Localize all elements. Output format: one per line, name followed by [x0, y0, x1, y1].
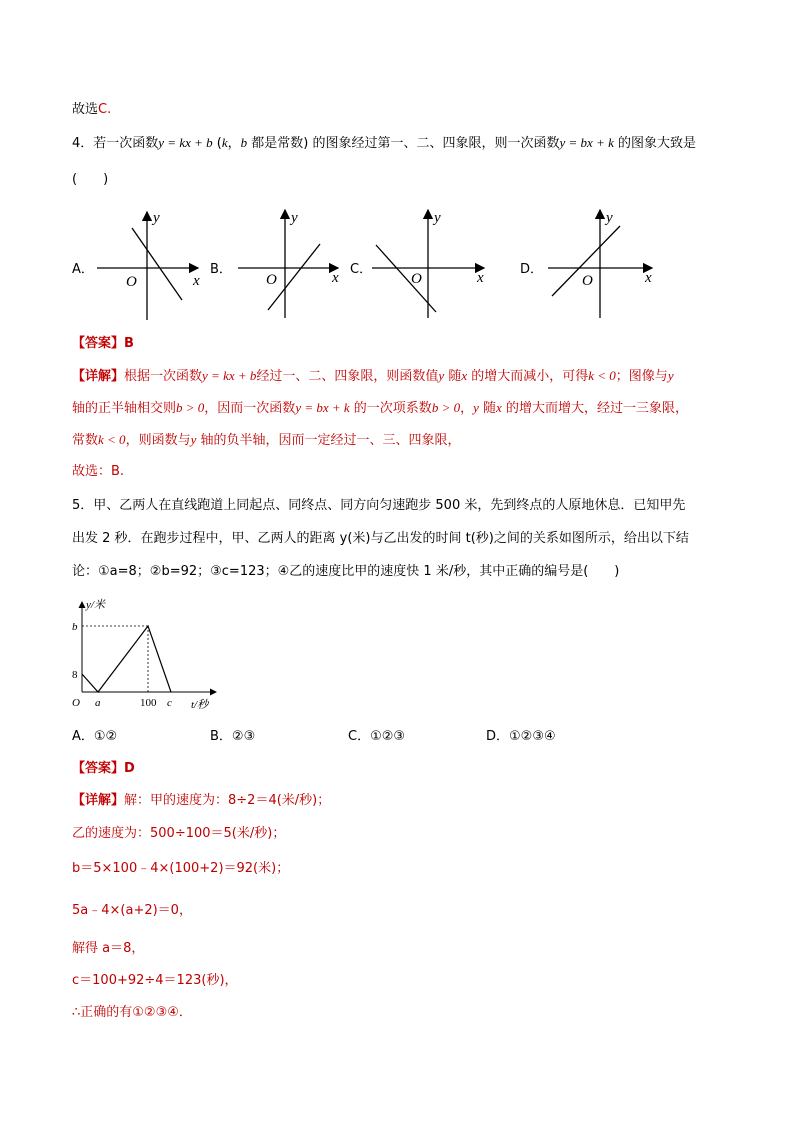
graph-c-x-label: x: [477, 270, 484, 286]
q5-graph-tick-c: c: [167, 697, 172, 709]
graph-d-x-label: x: [645, 270, 652, 286]
q4-option-d-label: D．: [520, 262, 544, 277]
q5-option-a: A．①②: [72, 729, 118, 744]
q5-detail-line-7: ∴正确的有①②③④．: [72, 1005, 192, 1020]
q3-conclusion: 故选C.: [72, 102, 112, 117]
graph-d: [548, 210, 652, 318]
q4-stem: 4．若一次函数y = kx + b (k，b 都是常数) 的图象经过第一、二、四象限，则一次函数y = bx + k 的图象大致是: [72, 135, 696, 151]
q4-detail-line-3: 常数k < 0，则函数与y 轴的负半轴，因而一定经过一、三、四象限，: [72, 432, 461, 448]
q5-detail-line-6: c＝100+92÷4＝123(秒)，: [72, 973, 238, 988]
q5-stem-line-2: 出发 2 秒．在跑步过程中，甲、乙两人的距离 y(米)与乙出发的时间 t(秒)之间的关系如图所示，给出以下结: [72, 531, 689, 546]
q4-answer: 【答案】B: [72, 336, 134, 351]
q5-stem-line-3: 论：①a=8；②b=92；③c=123；④乙的速度比甲的速度快 1 米/秒，其中正确的编号是( ): [72, 564, 620, 579]
q4-option-c-label: C．: [350, 262, 373, 277]
q5-option-d: D．①②③④: [486, 729, 556, 744]
q5-detail-line-1: 【详解】解：甲的速度为：8÷2＝4(米/秒)；: [72, 793, 331, 808]
q5-graph-origin: O: [72, 697, 80, 709]
q5-graph-tick-100: 100: [140, 697, 157, 709]
q5-detail-line-4: 5a﹣4×(a+2)＝0，: [72, 903, 192, 918]
graph-c-y-label: y: [434, 210, 441, 226]
graph-b-y-label: y: [291, 210, 298, 226]
q5-graph-tick-b: b: [72, 621, 78, 633]
graph-b: [238, 210, 339, 318]
q5-graph-tick-a: a: [95, 697, 101, 709]
q4-option-b-label: B．: [210, 262, 232, 277]
q4-paren: ( ): [72, 172, 109, 187]
graph-b-origin: O: [266, 272, 277, 288]
distance-curve: [82, 626, 171, 692]
graph-d-y-label: y: [606, 210, 613, 226]
q5-graph: [66, 596, 226, 716]
q5-option-c: C．①②③: [348, 729, 406, 744]
graph-a-y-label: y: [153, 210, 160, 226]
q5-graph-y-label: y/米: [86, 599, 105, 611]
q5-option-b: B．②③: [210, 729, 256, 744]
q4-option-a-label: A．: [72, 262, 94, 277]
q4-conclusion: 故选：B.: [72, 464, 125, 479]
graph-a-line: [132, 228, 182, 300]
graph-c: [372, 210, 484, 318]
graph-d-origin: O: [582, 273, 593, 289]
graph-c-line: [376, 245, 436, 312]
graph-c-origin: O: [411, 271, 422, 287]
graph-a: [97, 210, 200, 320]
graph-a-origin: O: [126, 274, 137, 290]
graph-b-x-label: x: [332, 270, 339, 286]
q4-option-graphs: [0, 0, 794, 330]
q5-graph-x-label: t/秒: [191, 699, 209, 711]
q5-answer: 【答案】D: [72, 761, 135, 776]
q5-stem-line-1: 5．甲、乙两人在直线跑道上同起点、同终点、同方向匀速跑步 500 米，先到终点的人原地休息．已知甲先: [72, 498, 686, 513]
graph-a-x-label: x: [193, 273, 200, 289]
q4-detail-line-2: 轴的正半轴相交则b > 0，因而一次函数y = bx + k 的一次项系数b > 0，y 随x 的增大而增大，经过一三象限，: [72, 400, 688, 416]
q5-graph-tick-8: 8: [72, 669, 78, 681]
q5-detail-line-2: 乙的速度为：500÷100＝5(米/秒)；: [72, 826, 286, 841]
q4-detail-line-1: 【详解】根据一次函数y = kx + b经过一、二、四象限，则函数值y 随x 的增大而减小，可得k < 0；图像与y: [72, 368, 674, 384]
q5-detail-line-5: 解得 a＝8，: [72, 941, 145, 956]
q5-detail-line-3: b＝5×100﹣4×(100+2)＝92(米)；: [72, 861, 290, 876]
